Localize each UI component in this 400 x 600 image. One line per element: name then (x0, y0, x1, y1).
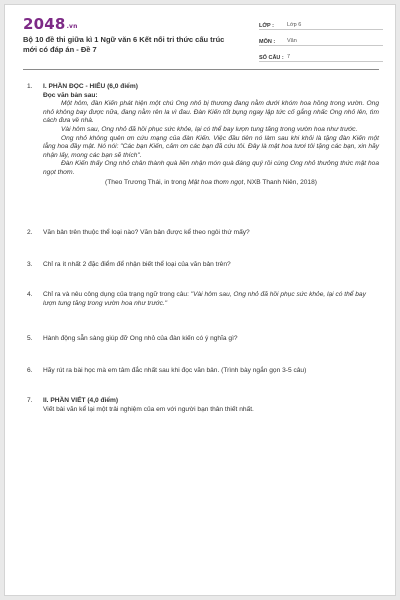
meta-row-question-count (259, 49, 383, 62)
question-text: Hãy rút ra bài học mà em tâm đắc nhất sau khi đọc văn bản. (Trình bày ngắn gọn 3-5 câu) (43, 367, 307, 374)
meta-key: LỚP : (259, 23, 274, 29)
logo-text: 2048 (23, 15, 66, 33)
passage-paragraph: Đàn Kiến thấy Ong nhỏ chân thành quà liền nhận món quà đáng quý rồi cùng Ong nhỏ thưởng thức mật hoa ngọt thơm. (43, 160, 379, 176)
question-text: Viết bài văn kể lại một trải nghiệm của em với người bạn thân thiết nhất. (43, 405, 254, 413)
source-prefix: (Theo Trương Thái, in trong (105, 178, 189, 186)
question-number: 6. (27, 367, 33, 374)
worksheet-page (4, 4, 396, 596)
question-body (43, 83, 379, 187)
meta-row-class (259, 17, 383, 30)
meta-row-subject (259, 33, 383, 46)
source-suffix: , NXB Thanh Niên, 2018) (243, 178, 317, 186)
passage-source (43, 179, 379, 188)
meta-value: Lớp 6 (287, 22, 302, 28)
passage-paragraph: Vài hôm sau, Ong nhỏ đã hồi phục sức khỏe, lại có thể bay lượn tung tăng trong vườn hoa như trước. (61, 125, 358, 133)
question-text: Hành động sẵn sàng giúp đỡ Ong nhỏ của đàn kiến có ý nghĩa gì? (43, 335, 238, 342)
question-number: 5. (27, 335, 33, 342)
source-book-title: Mật hoa thơm ngọt (188, 178, 244, 186)
page-header (23, 15, 383, 63)
question-number: 3. (27, 261, 33, 268)
question-text: Văn bản trên thuộc thể loại nào? Văn bản được kể theo ngôi thứ mấy? (43, 229, 250, 236)
question-number: 2. (27, 229, 33, 236)
passage-paragraph: Một hôm, đàn Kiến phát hiện một chú Ong nhỏ bị thương đang nằm dưới khóm hoa hồng trong vườn. Ong nhỏ không bay được nữa, đang nằm rên la vì đau. Đàn Kiến tốt bụng ngay lập tức cố gắng nhấc Ong nhỏ lên, tìm cách đưa về nhà. (43, 100, 379, 125)
section-heading: II. PHẦN VIẾT (4,0 điểm) (43, 397, 119, 404)
meta-info (259, 17, 383, 65)
meta-value: Văn (287, 38, 297, 44)
question-body (43, 397, 379, 414)
logo-suffix: .vn (66, 23, 78, 30)
meta-key: MÔN : (259, 39, 276, 45)
meta-value: 7 (287, 54, 291, 60)
section-heading: I. PHẦN ĐỌC - HIỂU (6,0 điểm) (43, 83, 138, 90)
question-number: 1. (27, 83, 33, 90)
quoted-sentence: "Vài hôm sau, Ong nhỏ đã hồi phục sức khỏe, lại có thể bay lượn tung tăng trong vườn hoa như trước." (43, 291, 366, 307)
meta-key: SỐ CÂU : (259, 55, 284, 61)
document-title: Bộ 10 đề thi giữa kì 1 Ngữ văn 6 Kết nối tri thức cấu trúc mới có đáp án - Đề 7 (23, 35, 225, 54)
question-text: Chỉ ra ít nhất 2 đặc điểm để nhận biết thể loại của văn bản trên? (43, 261, 231, 268)
question-text (43, 291, 379, 308)
passage-paragraph: Ong nhỏ không quên ơn cứu mạng của đàn Kiến. Việc đầu tiên nó làm sau khi khỏi là tặng đàn Kiến một lẵng hoa đầy mật. Nó nói: "Các bạn Kiến, cảm ơn các bạn đã cứu tôi. Đây là mật hoa tươi tôi tặng các bạn, xin hãy nhận lấy, mong các bạn sẽ thích". (43, 134, 379, 159)
question-number: 7. (27, 397, 33, 404)
question-prompt: Chỉ ra và nêu công dụng của trạng ngữ trong câu: (43, 291, 191, 298)
header-divider (23, 69, 379, 70)
reading-instruction: Đọc văn bản sau: (43, 91, 98, 99)
question-number: 4. (27, 291, 33, 298)
site-logo[interactable] (23, 15, 78, 33)
